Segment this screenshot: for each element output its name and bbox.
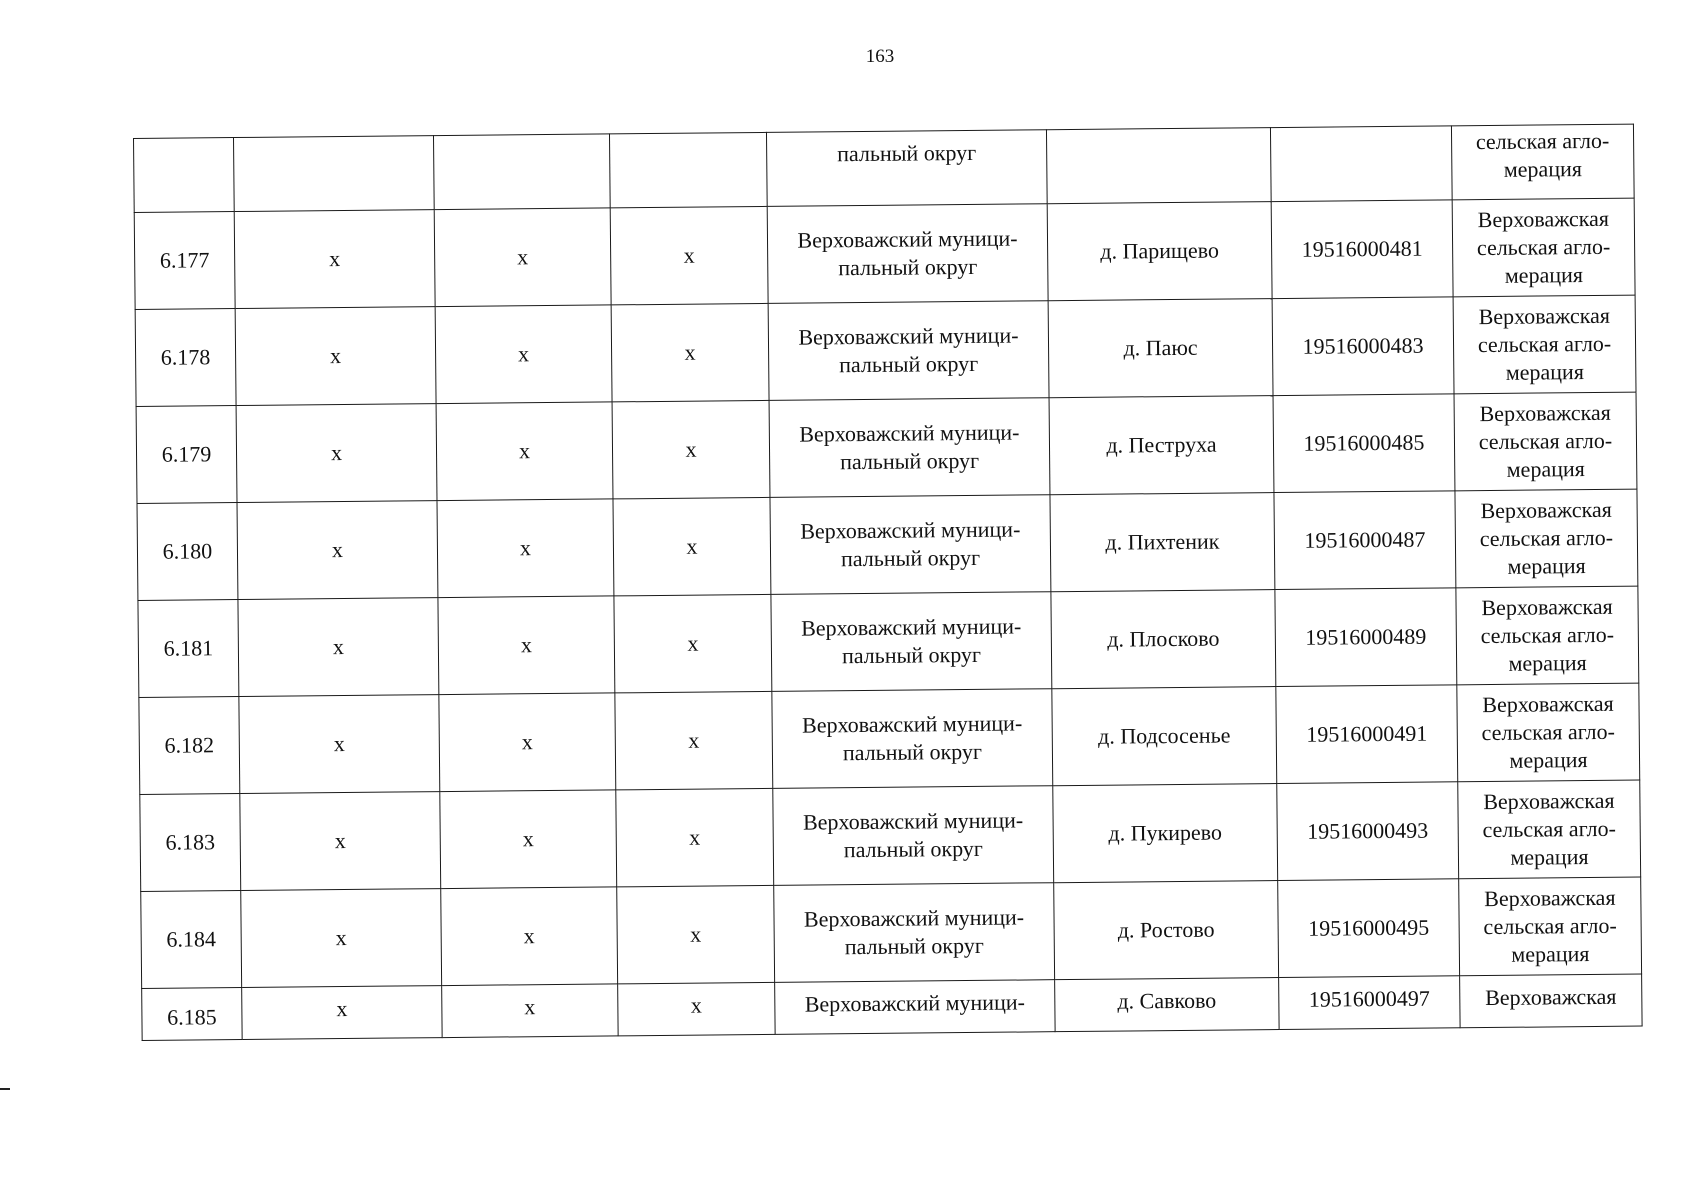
cell-settlement: д. Пеструха xyxy=(1049,396,1274,495)
municipality-line-1: Верховажский муници- xyxy=(801,710,1023,738)
agglomeration-line-2: сельская агло- xyxy=(1481,718,1616,746)
cell-code: 19516000487 xyxy=(1274,491,1456,590)
table-row xyxy=(138,586,1639,697)
cell-code: 19516000495 xyxy=(1278,879,1460,978)
municipality-line-1: Верховажский муници- xyxy=(797,225,1018,253)
table-row-continuation xyxy=(134,124,1635,212)
agglomeration-line-2: сельская агло- xyxy=(1477,330,1612,358)
agglomeration-line-3: мерация xyxy=(1506,456,1585,482)
cell-agglomeration xyxy=(1455,489,1638,588)
cell-agglomeration xyxy=(1452,198,1635,297)
cell-municipality xyxy=(771,592,1052,692)
cell-c2: х xyxy=(241,889,442,988)
municipality-line-1: Верховажский муници- xyxy=(803,904,1025,932)
agglomeration-line-3: мерация xyxy=(1511,941,1590,967)
cell-c3: х xyxy=(441,887,618,986)
agglomeration-line-2: сельская агло- xyxy=(1482,815,1616,843)
cell-settlement: д. Пихтеник xyxy=(1050,493,1275,592)
municipality-line-2: пальный округ xyxy=(838,253,978,281)
settlements-table xyxy=(133,124,1643,1041)
cell-code: 19516000491 xyxy=(1276,685,1458,784)
cell-municipality xyxy=(774,883,1055,983)
cell-municipality: Верховажский муници- xyxy=(775,980,1055,1035)
agglomeration-line-3: мерация xyxy=(1507,553,1586,579)
cell-settlement: д. Подсосенье xyxy=(1052,687,1277,786)
cell-municipality xyxy=(770,495,1051,595)
agglomeration-line-2: сельская агло- xyxy=(1478,427,1613,455)
cell-c3: х xyxy=(439,693,616,792)
cell-num: 6.183 xyxy=(140,794,241,892)
cell-agglomeration xyxy=(1456,586,1639,685)
municipality-line-1: Верховажский муници- xyxy=(799,419,1020,447)
agglomeration-line-1: Верховажская xyxy=(1484,884,1616,912)
cell-settlement: д. Пукирево xyxy=(1053,784,1278,883)
cell-agglomeration: сельская агло- мерация xyxy=(1451,124,1634,200)
cell-municipality xyxy=(773,786,1054,886)
table-row xyxy=(140,780,1641,891)
cell-c2: х xyxy=(238,598,439,697)
cell-num: 6.184 xyxy=(141,891,242,989)
agglomeration-line-2: сельская агло- xyxy=(1480,621,1615,649)
cell-settlement: д. Савково xyxy=(1055,978,1279,1032)
cell-settlement: д. Парищево xyxy=(1047,202,1272,301)
municipality-line-1: Верховажский муници- xyxy=(800,516,1021,544)
municipality-line-2: пальный округ xyxy=(842,738,983,766)
cell-c2: х xyxy=(237,501,438,600)
agglomeration-line-3: мерация xyxy=(1509,747,1588,773)
municipality-line-1: Верховажский муници- xyxy=(801,613,1022,641)
cell-c3: х xyxy=(442,984,618,1038)
table-row xyxy=(134,198,1635,309)
cell-c4: х xyxy=(611,303,769,402)
municipality-line-2: пальный округ xyxy=(839,350,979,378)
cell-code: 19516000489 xyxy=(1275,588,1457,687)
agglomeration-line-1: Верховажская xyxy=(1478,302,1611,330)
agglomeration-line-3: мерация xyxy=(1504,262,1584,288)
page-number: 163 xyxy=(865,46,895,67)
agglomeration-line-1: Верховажская xyxy=(1483,787,1615,815)
cell-agglomeration xyxy=(1453,295,1636,394)
municipality-line-2: пальный округ xyxy=(840,447,980,475)
cell-c2 xyxy=(234,136,435,212)
agglomeration-line-2: сельская агло- xyxy=(1476,233,1611,261)
cell-c3: х xyxy=(434,208,611,307)
cell-num: 6.178 xyxy=(135,309,236,407)
table-row xyxy=(139,683,1640,794)
municipality-line-1: Верховажский муници- xyxy=(798,322,1019,350)
cell-settlement: д. Паюс xyxy=(1048,299,1273,398)
agglomeration-line-2: сельская агло- xyxy=(1483,912,1617,940)
cell-municipality xyxy=(768,301,1049,401)
cell-num xyxy=(134,138,235,213)
cell-c4: х xyxy=(610,206,768,305)
cell-code: 19516000485 xyxy=(1273,394,1455,493)
cell-num: 6.179 xyxy=(136,406,237,504)
cell-c2: х xyxy=(240,792,441,891)
cell-municipality: пальный округ xyxy=(766,130,1047,207)
cell-num: 6.182 xyxy=(139,697,240,795)
cell-num: 6.177 xyxy=(134,212,235,310)
cell-c3: х xyxy=(436,402,613,501)
cell-agglomeration xyxy=(1454,392,1637,491)
municipality-line-2: пальный округ xyxy=(840,544,981,572)
cell-c4: х xyxy=(616,788,774,887)
cell-num: 6.185 xyxy=(142,987,242,1040)
agglomeration-line-1: Верховажская xyxy=(1479,399,1611,427)
cell-agglomeration xyxy=(1458,780,1641,879)
table-row xyxy=(141,877,1642,988)
cell-code: 19516000497 xyxy=(1279,976,1460,1030)
cell-c4: х xyxy=(614,594,772,693)
cell-settlement xyxy=(1046,128,1271,204)
cell-c4: х xyxy=(615,691,773,790)
cell-c4: х xyxy=(612,400,770,499)
document-table-wrapper xyxy=(133,124,1642,1041)
cell-c4: х xyxy=(618,982,775,1036)
cell-c4: х xyxy=(617,885,775,984)
margin-mark xyxy=(0,1088,10,1090)
cell-code: 19516000481 xyxy=(1271,200,1453,299)
cell-municipality xyxy=(767,204,1048,304)
municipality-line-2: пальный округ xyxy=(843,835,983,863)
cell-c2: х xyxy=(235,307,436,406)
cell-agglomeration xyxy=(1459,877,1642,976)
cell-c2: х xyxy=(242,986,442,1040)
cell-code xyxy=(1270,126,1452,202)
cell-c3: х xyxy=(435,305,612,404)
cell-c3: х xyxy=(440,790,617,889)
cell-code: 19516000493 xyxy=(1277,782,1459,881)
cell-agglomeration xyxy=(1457,683,1640,782)
cell-settlement: д. Плосково xyxy=(1051,590,1276,689)
cell-c3: х xyxy=(437,499,614,598)
municipality-line-2: пальный округ xyxy=(841,641,982,669)
agglomeration-line-3: мерация xyxy=(1510,844,1589,870)
table-row xyxy=(137,489,1638,600)
agglomeration-line-1: Верховажская xyxy=(1481,593,1613,621)
cell-agglomeration: Верховажская xyxy=(1460,974,1642,1028)
agglomeration-line-1: Верховажская xyxy=(1482,690,1614,718)
cell-settlement: д. Ростово xyxy=(1054,881,1279,980)
cell-c2: х xyxy=(234,210,435,309)
cell-c2: х xyxy=(236,404,437,503)
cell-code: 19516000483 xyxy=(1272,297,1454,396)
agglomeration-line-3: мерация xyxy=(1505,359,1584,385)
cell-c4: х xyxy=(613,497,771,596)
table-row xyxy=(135,295,1636,406)
cell-num: 6.181 xyxy=(138,600,239,698)
cell-num: 6.180 xyxy=(137,503,238,601)
agglomeration-line-1: Верховажская xyxy=(1480,496,1612,524)
cell-c4 xyxy=(609,132,767,208)
cell-municipality xyxy=(769,398,1050,498)
agglomeration-line-1: Верховажская xyxy=(1477,205,1610,233)
agglomeration-line-3: мерация xyxy=(1508,650,1587,676)
cell-municipality xyxy=(772,689,1053,789)
cell-c2: х xyxy=(239,695,440,794)
municipality-line-1: Верховажский муници- xyxy=(802,807,1024,835)
municipality-line-2: пальный округ xyxy=(844,932,984,960)
cell-c3: х xyxy=(438,596,615,695)
table-row xyxy=(136,392,1637,503)
cell-c3 xyxy=(433,134,610,210)
agglomeration-line-2: сельская агло- xyxy=(1479,524,1614,552)
